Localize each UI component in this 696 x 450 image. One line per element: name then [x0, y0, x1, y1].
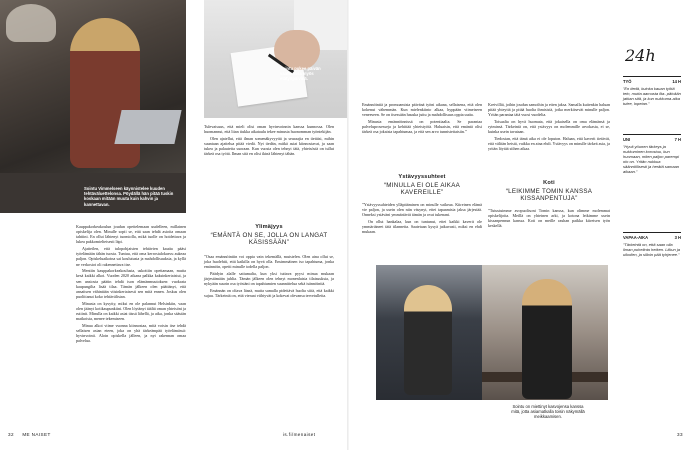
- paragraph: ”Ystävyyssuhteiden ylläpitäminen on minulle vaikeaa. Kiireinen elämä vie paljon, ja usein olen niin väsynyt, ettei tapaamisia jaksa järjestää. Onneksi ystäväni ymmärtävät tämän ja ovat tukenani.: [362, 202, 482, 218]
- magazine-name: ME NAISET: [22, 432, 51, 437]
- subheading-quote: “LEIKIMME TOMIN KANSSA KISSANPENTUJA”: [505, 188, 593, 203]
- paragraph: ”Tutustuimme avopuolisoni Tomin kanssa, kun olimme molemmat opiskelijoita. Meillä on yhteinen arki, ja kotona leikimme usein kissanpennun kanssa. Koti on meille rauhan paikka kiireisen työn keskellä.: [488, 208, 610, 229]
- photo-pair-caption: Sointu on miettinyt kasvojensa kanssa mitä, jotta asiamatkalla toisin näkymällä meikkaamisen.: [511, 404, 585, 420]
- paragraph: Kauppakorkeakoulun joudun opettelemaan uudelleen, millainen opiskelija olen. Minulle sopii se, että saan tehdä asioita omaan tahtiini. En ollut lähtenyt tuomiolla, mikä tuolle on hoidettava ja lukea pakkomielteisesti läpi.: [76, 224, 186, 245]
- paragraph: ”Osaa emännöintiin voi oppia vain tekemällä, muistelen. Olen aina ollut se, joka huolehtii, että kaikilla on hyvä olla. Ensimmäinen iso tapahtuma, jonka emännöin, opetti minulle todella paljon.: [204, 254, 334, 270]
- person-shape: [522, 279, 572, 399]
- sidebar-text: ”Hyvä yöunen tärkeys ja nukkuminen korostuu, kun huomaan, miten paljon parempi olo on. Yritän nukkua säännöllisesti ja herätä samaan aikaan.”: [623, 143, 680, 174]
- right-col2-text-b: [488, 208, 610, 230]
- paragraph: On ollut hankalaa, kun on tuntunut, ettei kaikki kaverit ole ymmärtäneet tätä tilannetta. Saatetaan kysyä jatkuvasti, miksi en ehdi mukaan.: [362, 218, 482, 235]
- main-photo-caption: Sointu Vimmelseen käynnistelee kuuden tehtäväluettelonsa. Pöydällä hän pitää tuskin koskaan mitään muuta kuin kahvin ja kannettavan.: [84, 186, 174, 207]
- sidebar-label: VAPAA-AIKA: [623, 235, 649, 240]
- page-gutter: [347, 0, 349, 450]
- paragraph: Tulevaisuus, että mieli olisi oman hyvinvoinnin kanssa kunnossa. Olen huomannut, että liian tiukka aikataulu tekee minusta huonomman työntekijän.: [204, 124, 334, 135]
- left-col1-text: [76, 224, 186, 345]
- left-col2-text: [204, 124, 334, 158]
- right-col2-text: [488, 102, 610, 153]
- sidebar-hours: 7 H: [674, 137, 681, 142]
- magazine-url: is.fi/menaiset: [283, 432, 316, 437]
- right-col1-text-b: [362, 202, 482, 236]
- sidebar-label: UNI: [623, 137, 631, 142]
- right-col1-text: [362, 102, 482, 136]
- sidebar-title: 24h: [625, 46, 656, 65]
- paragraph: Tiedostan, että tämä aika ei ole loputon. Haluan, että kaverit tietävät, että välitän heistä, vaikka en aina ehdi. Ystävyys on minulle tärkeä asia, ja yritän löytää siihen aikaa.: [488, 135, 610, 152]
- paragraph: Kreivilliä, joihin joudun samoihin ja etten jaksa. Samalla kuitenkin haluan pitää yhteyttä ja pitää huolta ihmisistä, jotka merkitsevät minulle paljon. Yritän parantaa tätä vuosi vuodelta.: [488, 102, 610, 118]
- sidebar-block-sleep: [623, 134, 681, 174]
- subheading-ylimajyys: [204, 224, 334, 247]
- lamp-shape: [6, 4, 56, 42]
- writing-photo-caption: Sointu pukee päivän vaatteensa myös etätyöpäivinä.: [280, 66, 321, 82]
- portrait-photo-left: [376, 265, 482, 400]
- sidebar-hours: 3 H: [674, 235, 681, 240]
- subheading-ystavyyssuhteet: [362, 174, 482, 197]
- sidebar-text: ”En tiedä, kuinka kauan työtä tein, mutta aamusta ilta- päivään jatkan sitä, ja kun nukkuma-aika tulee, lopetan.”: [623, 85, 681, 106]
- sidebar-hours: 14 H: [672, 79, 681, 84]
- portrait-photo-right: [482, 265, 608, 400]
- paragraph: Minua alkoi viime vuonna kiinnostaa, mitä voisin itse tehdä sellaisen asian eteen, joka on yhä tärkeämpää työelämässä: hyvinvointi. Aloin opiskella jälleen, ja nyt rakennan omaa palvelua.: [76, 322, 186, 344]
- subheading-label: Koti: [543, 180, 555, 186]
- page-number-right: 33: [677, 432, 683, 437]
- sidebar-block-head: [623, 134, 681, 142]
- paragraph: Minusta on kysytty, miksi en ole palannut Helsinkiin, vaan olen jäänyt kotikaupunkiini. Olen löytänyt täältä oman yhteisöni ja rutiinit. Minulla on kaikki asiat tässä lähellä, ja aika, jonka säästän matkoista, menee tekemiseen.: [76, 300, 186, 322]
- person-shape: [404, 285, 452, 395]
- page-number: 32: [8, 432, 14, 437]
- paragraph: Mentiin kauppakorkeakoulusta, uskottiin opettamaan, mutta kesä kaikki alkoi. Vuoden 2020 aikana palkka kaksinkertaistui, ja sen ansiosta päätin tehdä ison elämänmuutoksen: vuokrata kaupungilta lisää tilaa. Tämän jälkeen olen päättänyt, että ansaitsen vähintään viisinkertaisesti sen mitä ennen. Joskus olen puolittanut koko tehtävälistan.: [76, 268, 186, 300]
- sidebar-text: ”Tärkeintä on, että saan olla ilman puhelinta hetken. Liikun ja ulkoilen, ja silloin pää tyhjenee.”: [623, 241, 680, 257]
- paragraph: Olen ajatellut, että ilman somenäkyvyyttä ja seuraajia en tietäisi, mihin suuntaan ajattelua pitää viedä. Nyt tiedän, mitkä asiat kiinnostavat, ja saan tukea ja palautetta suoraan. Kun vuosia olen tehnyt tätä, yhteisöstä on tullut tärkeä osa työtä. Ilman sitä en olisi ikinä lähtenyt tähän.: [204, 135, 334, 157]
- paragraph: Toisaalta on hyvä huomata, että jokaisella on oma elämänsä ja rytminsä. Tärkeintä on, että ystävyys on molemmille arvokasta, ei se, kuinka usein tavataan.: [488, 118, 610, 135]
- main-photo: [0, 0, 186, 213]
- page-number-left: [8, 432, 51, 437]
- sidebar-block-free-time: [623, 232, 681, 257]
- laptop-shape: [114, 110, 181, 144]
- subheading-label: Ystävyyssuhteet: [398, 174, 446, 180]
- sidebar-block-head: [623, 76, 681, 84]
- sidebar-block-work: [623, 76, 681, 106]
- subheading-quote: “MINULLA EI OLE AIKAA KAVEREILLE”: [383, 182, 461, 197]
- paragraph: Emännöintiä ja promoamista päivänä työni aikana, sellaisena, että olen kokenut vähemmän. Kun mielenkiinto alkaa, hyppään viimeiseen veneeseen. Se on itsessään hauska juttu ja mahdollisuus oppia uutta.: [362, 102, 482, 118]
- writing-photo: [204, 0, 348, 118]
- paragraph: Emännän on oltava läsnä, mutta samalla pidettävä huolta siitä, että kaikki sujuu. Tärkeintä on, että vieraat viihtyvät ja kokevat olevansa tervetulleita.: [204, 287, 334, 299]
- paragraph: Ajatteilen, että tulopohjaisten tehtävien kautta pääsi työelämään tähän tuosta. Tuntuu, että oma kerrostalokasvu aukeaa paljon. Opiskeluaikoina sai koulutusta ja mahdollisuuksia, ja kyllä ne verkostot oli rakennettava itse.: [76, 246, 186, 267]
- person-shape: [70, 18, 140, 168]
- left-col2-text-b: [204, 254, 334, 300]
- sidebar-block-head: [623, 232, 681, 240]
- paragraph: Minusta emännöinnissä on potentiaalia. Se parantaa palveluprosesseja ja kehittää yhteistyötä. Haluaisin, että emäntä olisi tärkeä osa jokaista tapahtumaa, ja että sen arvo tunnistettaisiin.”: [362, 118, 482, 135]
- subheading-quote: “EMÄNTÄ ON SE, JOLLA ON LANGAT KÄSISSÄÄN”: [210, 232, 328, 247]
- sidebar-label: TYÖ: [623, 79, 632, 84]
- paragraph: Päädyin alalle sattumalta, kun yksi tuttava pyysi minua mukaan järjestämään juhlia. Tämän jälkeen olen tehnyt monenlaisia tilaisuuksia, ja nykyään suurin osa työstäni on tapahtumien suunnittelua sekä isännöintiä.: [204, 270, 334, 287]
- subheading-koti: [488, 180, 610, 203]
- subheading-label: Ylimäjyys: [255, 224, 283, 230]
